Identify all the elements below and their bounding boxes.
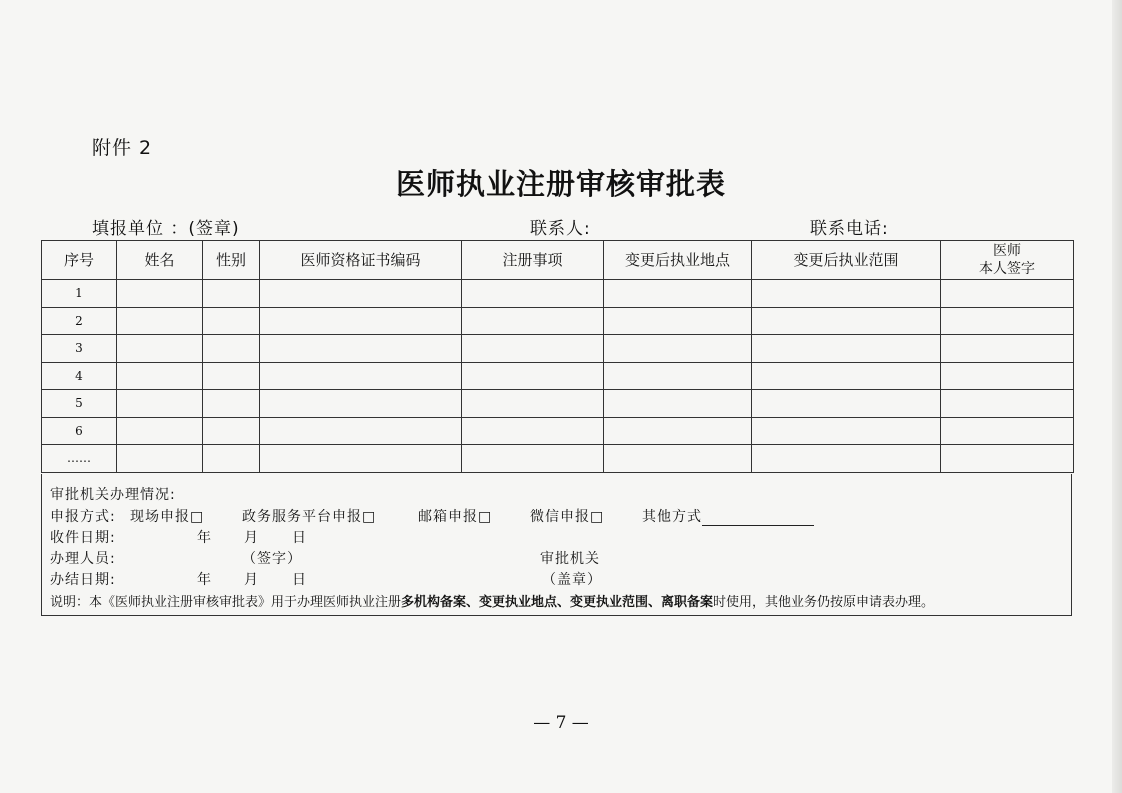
handler-label: 办理人员: — [50, 551, 116, 567]
table-cell — [752, 362, 941, 390]
row-index: 6 — [42, 417, 117, 445]
table-cell — [203, 307, 260, 335]
form-note — [50, 591, 934, 610]
table-cell — [260, 280, 462, 308]
table-cell — [117, 417, 203, 445]
table-cell — [462, 362, 604, 390]
table-cell — [203, 335, 260, 363]
table-cell — [604, 280, 752, 308]
col-header-new-location: 变更后执业地点 — [604, 241, 752, 280]
table-cell — [462, 390, 604, 418]
row-index: 3 — [42, 335, 117, 363]
table-cell — [941, 280, 1074, 308]
method-other — [642, 506, 814, 526]
table-cell — [260, 307, 462, 335]
table-cell — [752, 280, 941, 308]
row-index: 5 — [42, 390, 117, 418]
method-gov-platform: 政务服务平台申报□ — [242, 509, 377, 525]
col-header-certificate-code: 医师资格证书编码 — [260, 241, 462, 280]
table-cell — [462, 445, 604, 473]
table-row — [42, 390, 1074, 418]
row-index: 2 — [42, 307, 117, 335]
table-cell — [752, 390, 941, 418]
other-method-blank — [702, 511, 814, 526]
receive-month: 月 — [244, 530, 259, 546]
table-cell — [462, 280, 604, 308]
table-cell — [260, 362, 462, 390]
table-cell — [604, 445, 752, 473]
receive-year: 年 — [197, 530, 212, 546]
row-index: …… — [42, 445, 117, 473]
col-header-registration-item: 注册事项 — [462, 241, 604, 280]
table-cell — [941, 417, 1074, 445]
table-cell — [203, 417, 260, 445]
completion-day: 日 — [292, 572, 307, 588]
table-header-row — [42, 241, 1074, 280]
table-cell — [203, 362, 260, 390]
table-cell — [941, 307, 1074, 335]
table-cell — [752, 445, 941, 473]
table-cell — [752, 335, 941, 363]
table-cell — [462, 335, 604, 363]
method-onsite: 现场申报□ — [130, 509, 205, 525]
completion-year: 年 — [197, 572, 212, 588]
completion-month: 月 — [244, 572, 259, 588]
table-cell — [941, 362, 1074, 390]
table-cell — [117, 445, 203, 473]
col-header-new-scope: 变更后执业范围 — [752, 241, 941, 280]
handler-sign: （签字） — [242, 551, 302, 567]
table-cell — [117, 390, 203, 418]
contact-phone-label: 联系电话: — [810, 219, 889, 239]
row-index: 1 — [42, 280, 117, 308]
page-edge-shadow — [1112, 0, 1122, 793]
approval-authority-label: 审批机关 — [540, 551, 600, 567]
note-bold: 多机构备案、变更执业地点、变更执业范围、离职备案 — [401, 595, 714, 610]
table-cell — [203, 280, 260, 308]
method-label: 申报方式: — [50, 509, 116, 525]
table-cell — [604, 335, 752, 363]
table-cell — [203, 445, 260, 473]
table-cell — [117, 362, 203, 390]
completion-date-label: 办结日期: — [50, 572, 116, 588]
table-cell — [941, 445, 1074, 473]
table-cell — [604, 417, 752, 445]
table-cell — [260, 390, 462, 418]
col-header-index: 序号 — [42, 241, 117, 280]
note-suffix: 时使用，其他业务仍按原申请表办理。 — [713, 595, 935, 610]
table-row — [42, 362, 1074, 390]
table-row — [42, 335, 1074, 363]
note-prefix: 说明：本《医师执业注册审核审批表》用于办理医师执业注册 — [50, 595, 402, 610]
method-other-label: 其他方式 — [642, 509, 702, 525]
table-cell — [604, 307, 752, 335]
table-cell — [604, 362, 752, 390]
table-cell — [462, 417, 604, 445]
filling-unit-label: 填报单位 ：(签章) — [92, 219, 240, 239]
table-row — [42, 307, 1074, 335]
table-row — [42, 417, 1074, 445]
receive-date-label: 收件日期: — [50, 530, 116, 546]
table-cell — [604, 390, 752, 418]
method-email: 邮箱申报□ — [418, 509, 493, 525]
table-row — [42, 280, 1074, 308]
form-title: 医师执业注册审核审批表 — [395, 167, 726, 201]
table-cell — [260, 335, 462, 363]
table-cell — [462, 307, 604, 335]
table-cell — [752, 417, 941, 445]
page-number: — 7 — — [533, 713, 589, 733]
table-cell — [117, 280, 203, 308]
col-header-name: 姓名 — [117, 241, 203, 280]
col-header-gender: 性别 — [203, 241, 260, 280]
signature-header-line2: 本人签字 — [979, 261, 1035, 277]
registration-table — [41, 240, 1074, 473]
table-cell — [117, 307, 203, 335]
method-wechat: 微信申报□ — [530, 509, 605, 525]
table-cell — [260, 445, 462, 473]
table-cell — [752, 307, 941, 335]
signature-header-line1: 医师 — [993, 243, 1021, 259]
table-cell — [941, 390, 1074, 418]
approval-section — [41, 474, 1072, 616]
table-cell — [260, 417, 462, 445]
receive-day: 日 — [292, 530, 307, 546]
table-cell — [941, 335, 1074, 363]
attachment-label: 附件 2 — [92, 137, 153, 159]
col-header-signature — [941, 241, 1074, 280]
table-cell — [117, 335, 203, 363]
row-index: 4 — [42, 362, 117, 390]
contact-person-label: 联系人: — [530, 219, 591, 239]
authority-seal: （盖章） — [542, 572, 602, 588]
table-cell — [203, 390, 260, 418]
approval-heading: 审批机关办理情况: — [50, 487, 176, 503]
table-row — [42, 445, 1074, 473]
